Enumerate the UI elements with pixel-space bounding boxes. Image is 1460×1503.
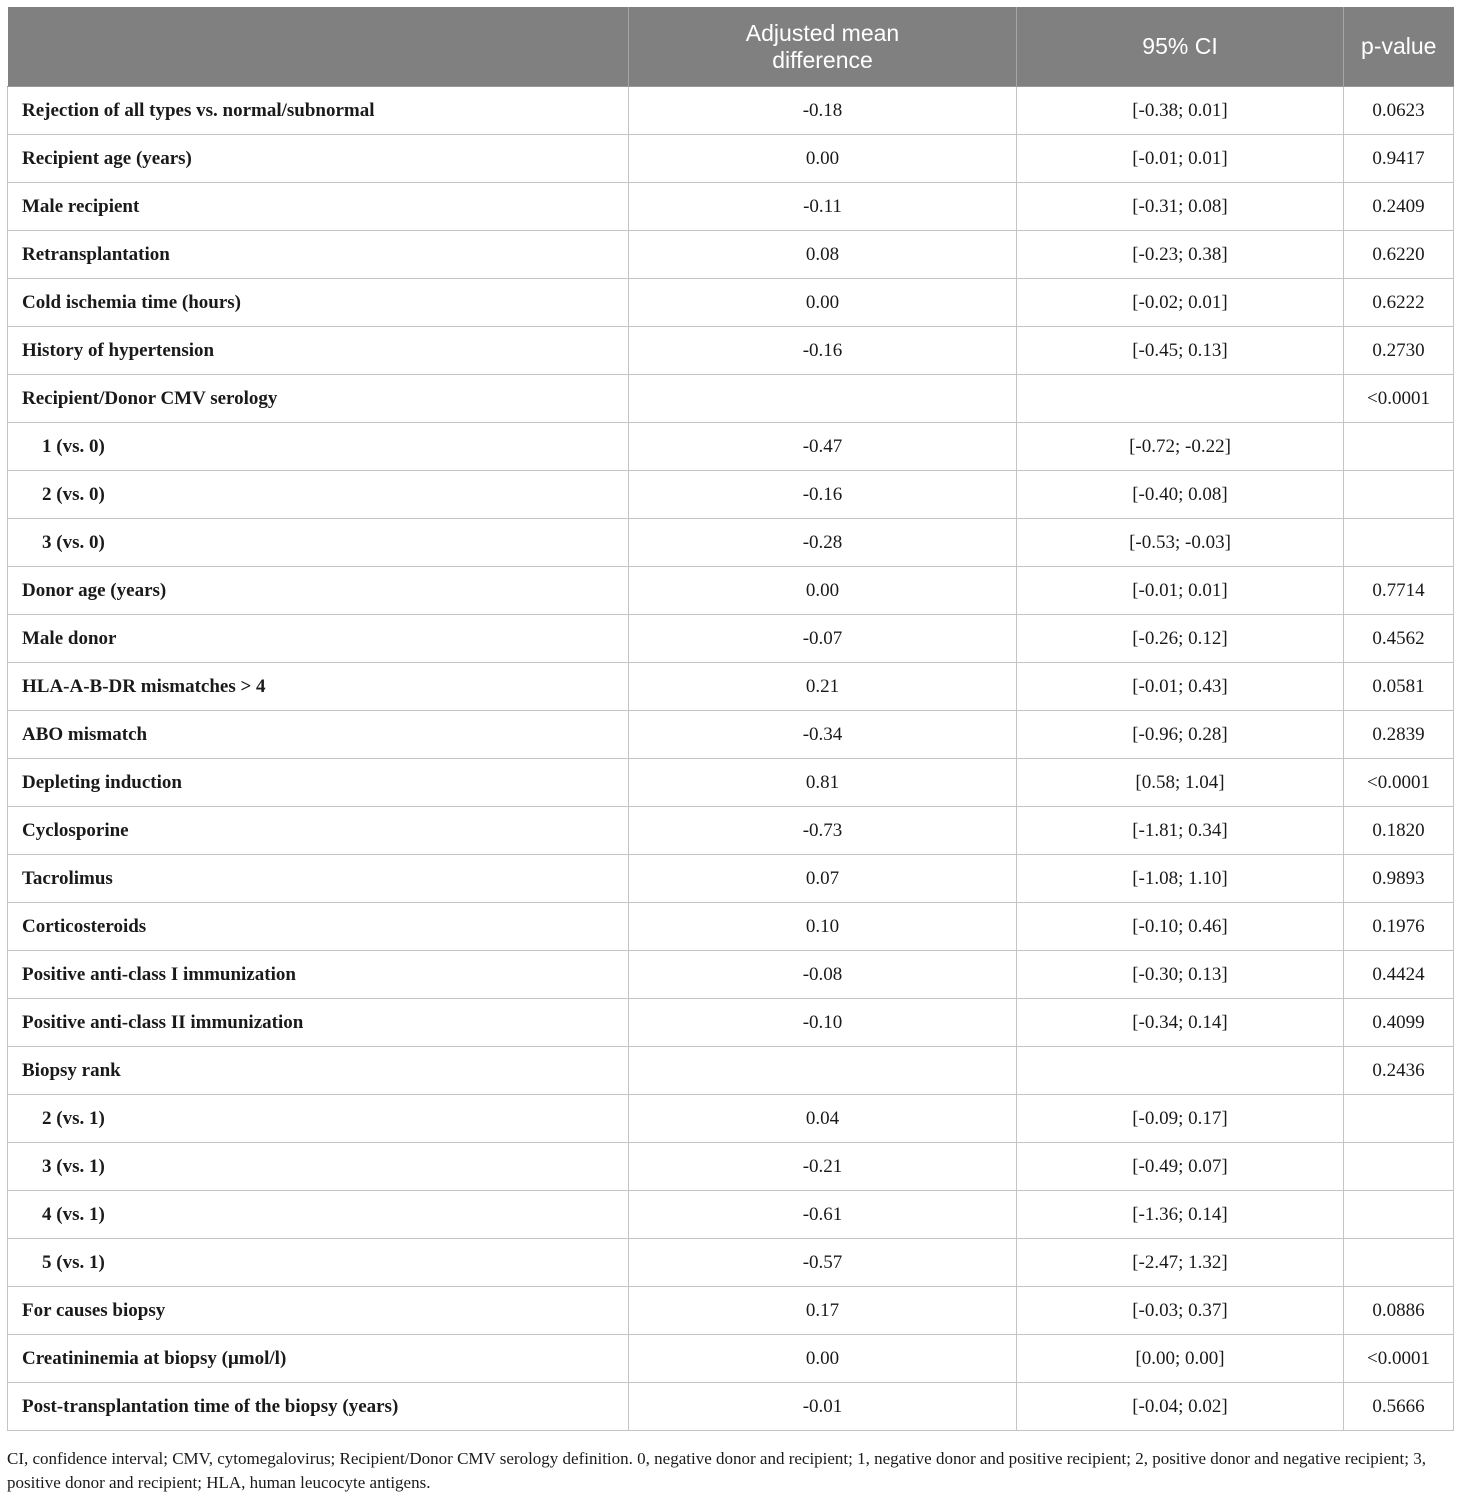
table-row (8, 423, 1454, 471)
header-variable (8, 7, 629, 87)
cell-adjusted-mean-difference: -0.28 (629, 519, 1017, 567)
cell-variable: Recipient age (years) (8, 135, 629, 183)
cell-adjusted-mean-difference: 0.00 (629, 279, 1017, 327)
header-ci: 95% CI (1017, 7, 1344, 87)
cell-p-value: 0.0886 (1344, 1287, 1454, 1335)
cell-ci (1017, 375, 1344, 423)
cell-adjusted-mean-difference: -0.73 (629, 807, 1017, 855)
cell-variable: Retransplantation (8, 231, 629, 279)
cell-ci: [-0.02; 0.01] (1017, 279, 1344, 327)
cell-adjusted-mean-difference: -0.47 (629, 423, 1017, 471)
cell-p-value: 0.6222 (1344, 279, 1454, 327)
cell-p-value: 0.0581 (1344, 663, 1454, 711)
cell-variable: 5 (vs. 1) (8, 1239, 629, 1287)
cell-variable: History of hypertension (8, 327, 629, 375)
cell-adjusted-mean-difference: 0.08 (629, 231, 1017, 279)
cell-ci: [0.00; 0.00] (1017, 1335, 1344, 1383)
cell-variable: Positive anti-class I immunization (8, 951, 629, 999)
cell-adjusted-mean-difference: 0.00 (629, 567, 1017, 615)
table-row (8, 135, 1454, 183)
table-row (8, 327, 1454, 375)
cell-adjusted-mean-difference: -0.16 (629, 327, 1017, 375)
cell-ci: [-0.10; 0.46] (1017, 903, 1344, 951)
cell-p-value (1344, 1239, 1454, 1287)
cell-adjusted-mean-difference: -0.57 (629, 1239, 1017, 1287)
cell-p-value: <0.0001 (1344, 375, 1454, 423)
table-row (8, 1287, 1454, 1335)
cell-ci (1017, 1047, 1344, 1095)
cell-adjusted-mean-difference: 0.17 (629, 1287, 1017, 1335)
table-row (8, 183, 1454, 231)
cell-adjusted-mean-difference: 0.00 (629, 135, 1017, 183)
cell-p-value (1344, 1191, 1454, 1239)
cell-variable: 1 (vs. 0) (8, 423, 629, 471)
cell-p-value: 0.4099 (1344, 999, 1454, 1047)
results-table (7, 7, 1454, 1431)
table-row (8, 1191, 1454, 1239)
table-body (8, 87, 1454, 1431)
cell-ci: [-0.53; -0.03] (1017, 519, 1344, 567)
table-row (8, 1335, 1454, 1383)
cell-adjusted-mean-difference (629, 1047, 1017, 1095)
table-row (8, 375, 1454, 423)
header-amd-line2: difference (772, 46, 873, 73)
cell-variable: 3 (vs. 0) (8, 519, 629, 567)
table-row (8, 759, 1454, 807)
cell-adjusted-mean-difference: -0.21 (629, 1143, 1017, 1191)
results-table-container (7, 7, 1453, 1431)
cell-adjusted-mean-difference: 0.10 (629, 903, 1017, 951)
cell-p-value (1344, 1143, 1454, 1191)
cell-variable: For causes biopsy (8, 1287, 629, 1335)
cell-p-value: 0.2730 (1344, 327, 1454, 375)
cell-adjusted-mean-difference: 0.21 (629, 663, 1017, 711)
cell-ci: [-0.26; 0.12] (1017, 615, 1344, 663)
cell-p-value: 0.0623 (1344, 87, 1454, 135)
cell-adjusted-mean-difference: -0.18 (629, 87, 1017, 135)
cell-variable: Post-transplantation time of the biopsy (years) (8, 1383, 629, 1431)
cell-ci: [-0.01; 0.01] (1017, 135, 1344, 183)
cell-ci: [-1.36; 0.14] (1017, 1191, 1344, 1239)
cell-variable: 2 (vs. 1) (8, 1095, 629, 1143)
cell-adjusted-mean-difference: -0.16 (629, 471, 1017, 519)
table-row (8, 1383, 1454, 1431)
cell-variable: Tacrolimus (8, 855, 629, 903)
table-row (8, 471, 1454, 519)
table-row (8, 1143, 1454, 1191)
cell-variable: Male donor (8, 615, 629, 663)
cell-adjusted-mean-difference: 0.81 (629, 759, 1017, 807)
table-row (8, 855, 1454, 903)
cell-adjusted-mean-difference: -0.07 (629, 615, 1017, 663)
cell-ci: [-0.38; 0.01] (1017, 87, 1344, 135)
cell-p-value: 0.9893 (1344, 855, 1454, 903)
cell-adjusted-mean-difference: -0.01 (629, 1383, 1017, 1431)
cell-variable: Biopsy rank (8, 1047, 629, 1095)
cell-p-value: 0.5666 (1344, 1383, 1454, 1431)
table-row (8, 903, 1454, 951)
cell-p-value: 0.1976 (1344, 903, 1454, 951)
cell-variable: Depleting induction (8, 759, 629, 807)
cell-variable: 4 (vs. 1) (8, 1191, 629, 1239)
cell-variable: Rejection of all types vs. normal/subnormal (8, 87, 629, 135)
cell-p-value: 0.9417 (1344, 135, 1454, 183)
cell-variable: Corticosteroids (8, 903, 629, 951)
cell-p-value: 0.7714 (1344, 567, 1454, 615)
cell-p-value: 0.6220 (1344, 231, 1454, 279)
cell-p-value (1344, 1095, 1454, 1143)
table-row (8, 807, 1454, 855)
cell-ci: [-0.34; 0.14] (1017, 999, 1344, 1047)
cell-ci: [0.58; 1.04] (1017, 759, 1344, 807)
cell-variable: ABO mismatch (8, 711, 629, 759)
cell-variable: 3 (vs. 1) (8, 1143, 629, 1191)
cell-p-value: 0.4424 (1344, 951, 1454, 999)
cell-adjusted-mean-difference: -0.34 (629, 711, 1017, 759)
header-row (8, 7, 1454, 87)
cell-adjusted-mean-difference: -0.61 (629, 1191, 1017, 1239)
table-footnote: CI, confidence interval; CMV, cytomegalovirus; Recipient/Donor CMV serology definition. 0, negative donor and recipient; 1, negative donor and positive recipient; 2, positive donor and negative recipient; 3, positive donor and recipient; HLA, human leucocyte antigens. (7, 1449, 1427, 1492)
cell-ci: [-2.47; 1.32] (1017, 1239, 1344, 1287)
cell-ci: [-0.01; 0.43] (1017, 663, 1344, 711)
cell-p-value: 0.4562 (1344, 615, 1454, 663)
cell-ci: [-0.04; 0.02] (1017, 1383, 1344, 1431)
cell-ci: [-0.03; 0.37] (1017, 1287, 1344, 1335)
cell-variable: Positive anti-class II immunization (8, 999, 629, 1047)
table-row (8, 1047, 1454, 1095)
cell-variable: Male recipient (8, 183, 629, 231)
cell-p-value: <0.0001 (1344, 759, 1454, 807)
cell-ci: [-0.30; 0.13] (1017, 951, 1344, 999)
table-row (8, 951, 1454, 999)
cell-ci: [-0.72; -0.22] (1017, 423, 1344, 471)
cell-ci: [-0.01; 0.01] (1017, 567, 1344, 615)
cell-adjusted-mean-difference (629, 375, 1017, 423)
cell-variable: Cyclosporine (8, 807, 629, 855)
cell-adjusted-mean-difference: -0.10 (629, 999, 1017, 1047)
cell-ci: [-0.31; 0.08] (1017, 183, 1344, 231)
cell-variable: Creatininemia at biopsy (μmol/l) (8, 1335, 629, 1383)
table-row (8, 87, 1454, 135)
cell-ci: [-0.45; 0.13] (1017, 327, 1344, 375)
cell-p-value: 0.2436 (1344, 1047, 1454, 1095)
cell-adjusted-mean-difference: 0.00 (629, 1335, 1017, 1383)
cell-adjusted-mean-difference: -0.11 (629, 183, 1017, 231)
table-row (8, 1239, 1454, 1287)
cell-adjusted-mean-difference: -0.08 (629, 951, 1017, 999)
cell-ci: [-0.09; 0.17] (1017, 1095, 1344, 1143)
cell-ci: [-1.08; 1.10] (1017, 855, 1344, 903)
cell-variable: Recipient/Donor CMV serology (8, 375, 629, 423)
cell-adjusted-mean-difference: 0.04 (629, 1095, 1017, 1143)
table-header (8, 7, 1454, 87)
cell-adjusted-mean-difference: 0.07 (629, 855, 1017, 903)
table-row (8, 519, 1454, 567)
cell-ci: [-1.81; 0.34] (1017, 807, 1344, 855)
table-row (8, 711, 1454, 759)
cell-p-value (1344, 471, 1454, 519)
cell-p-value: <0.0001 (1344, 1335, 1454, 1383)
table-row (8, 279, 1454, 327)
table-row (8, 999, 1454, 1047)
cell-p-value (1344, 519, 1454, 567)
header-p-value: p-value (1344, 7, 1454, 87)
header-adjusted-mean-difference (629, 7, 1017, 87)
cell-ci: [-0.23; 0.38] (1017, 231, 1344, 279)
table-row (8, 1095, 1454, 1143)
cell-p-value: 0.2839 (1344, 711, 1454, 759)
cell-p-value (1344, 423, 1454, 471)
header-amd-line1: Adjusted mean (745, 19, 900, 46)
cell-ci: [-0.40; 0.08] (1017, 471, 1344, 519)
table-row (8, 231, 1454, 279)
cell-variable: HLA-A-B-DR mismatches > 4 (8, 663, 629, 711)
cell-p-value: 0.1820 (1344, 807, 1454, 855)
cell-variable: Cold ischemia time (hours) (8, 279, 629, 327)
table-row (8, 567, 1454, 615)
table-row (8, 615, 1454, 663)
table-row (8, 663, 1454, 711)
cell-ci: [-0.49; 0.07] (1017, 1143, 1344, 1191)
cell-variable: 2 (vs. 0) (8, 471, 629, 519)
cell-ci: [-0.96; 0.28] (1017, 711, 1344, 759)
cell-variable: Donor age (years) (8, 567, 629, 615)
cell-p-value: 0.2409 (1344, 183, 1454, 231)
